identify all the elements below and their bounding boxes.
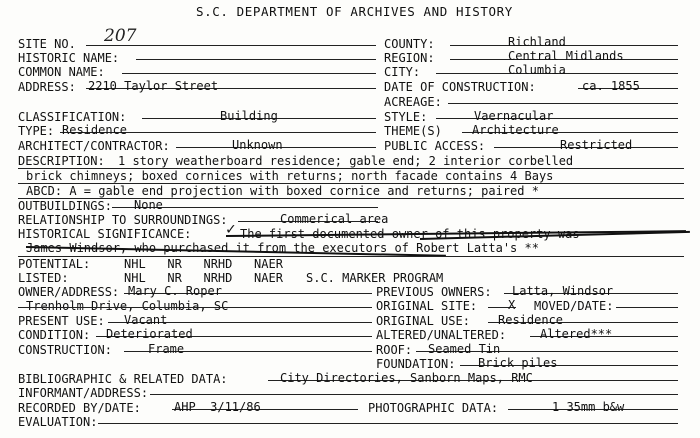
description-line1: 1 story weatherboard residence; gable end; 2 interior corbelled: [118, 154, 574, 168]
style-underline: [436, 118, 678, 119]
type-label: TYPE:: [18, 124, 55, 138]
historical-line1: The first documented owner of this property was: [240, 227, 580, 241]
original-site-value: X: [508, 298, 516, 312]
style-label: STYLE:: [384, 110, 428, 124]
recorded-by-value: AHP 3/11/86: [174, 400, 261, 414]
roof-value: Seamed Tin: [428, 342, 501, 356]
address-value: 2210 Taylor Street: [88, 79, 219, 93]
evaluation-label: EVALUATION:: [18, 415, 98, 429]
moved-date-label: MOVED/DATE:: [534, 299, 614, 313]
moved-date-underline: [616, 307, 678, 308]
original-use-label: ORIGINAL USE:: [376, 314, 470, 328]
condition-value: Deteriorated: [106, 327, 193, 341]
style-value: Vaernacular: [474, 109, 554, 123]
description-underline-3: [18, 198, 684, 199]
foundation-label: FOUNDATION:: [376, 357, 456, 371]
region-label: REGION:: [384, 51, 435, 65]
present-use-label: PRESENT USE:: [18, 314, 105, 328]
historical-underline: [18, 256, 684, 257]
acreage-underline: [448, 103, 678, 104]
site-no-handwritten: 207: [104, 26, 137, 46]
theme-label: THEME(S): [384, 124, 442, 138]
altered-label: ALTERED/UNALTERED:: [376, 328, 507, 342]
classification-value: Building: [220, 109, 278, 123]
classification-label: CLASSIFICATION:: [18, 110, 127, 124]
bibliographic-label: BIBLIOGRAPHIC & RELATED DATA:: [18, 372, 228, 386]
type-value: Residence: [62, 123, 128, 137]
informant-label: INFORMANT/ADDRESS:: [18, 386, 149, 400]
original-site-label: ORIGINAL SITE:: [376, 299, 478, 313]
owner-address-underline: [18, 307, 372, 308]
form-title: S.C. DEPARTMENT OF ARCHIVES AND HISTORY: [196, 4, 513, 19]
listed-options: NHL NR NRHD NAER: [124, 271, 283, 285]
site-no-label: SITE NO.: [18, 37, 76, 51]
historic-name-underline: [136, 59, 376, 60]
check-mark-icon: ✓: [226, 219, 236, 238]
historic-name-label: HISTORIC NAME:: [18, 51, 120, 65]
common-name-label: COMMON NAME:: [18, 65, 105, 79]
relationship-value: Commerical area: [280, 212, 389, 226]
outbuildings-label: OUTBUILDINGS:: [18, 199, 112, 213]
informant-underline: [150, 394, 678, 395]
description-line2: brick chimneys; boxed cornices with returns; north facade contains 4 Bays: [26, 169, 554, 183]
county-label: COUNTY:: [384, 37, 435, 51]
outbuildings-value: None: [134, 198, 163, 212]
listed-label: LISTED:: [18, 271, 69, 285]
altered-value: Altered***: [540, 327, 613, 341]
public-access-value: Restricted: [560, 138, 633, 152]
owner-label: OWNER/ADDRESS:: [18, 285, 120, 299]
public-access-label: PUBLIC ACCESS:: [384, 139, 486, 153]
date-label: DATE OF CONSTRUCTION:: [384, 80, 536, 94]
date-value: ca. 1855: [582, 79, 640, 93]
evaluation-underline: [98, 423, 678, 424]
historical-line2: James Windsor, who purchased it from the executors of Robert Latta's **: [26, 241, 539, 255]
construction-label: CONSTRUCTION:: [18, 343, 112, 357]
description-line3: ABCD: A = gable end projection with boxed cornice and returns; paired *: [26, 184, 539, 198]
bibliographic-value: City Directories, Sanborn Maps, RMC: [280, 371, 533, 385]
city-value: Columbia: [508, 63, 566, 77]
original-use-value: Residence: [498, 313, 564, 327]
acreage-label: ACREAGE:: [384, 95, 442, 109]
relationship-label: RELATIONSHIP TO SURROUNDINGS:: [18, 213, 228, 227]
potential-label: POTENTIAL:: [18, 257, 91, 271]
city-label: CITY:: [384, 65, 421, 79]
previous-owners-label: PREVIOUS OWNERS:: [376, 285, 492, 299]
recorded-by-label: RECORDED BY/DATE:: [18, 401, 141, 415]
historical-significance-label: HISTORICAL SIGNIFICANCE:: [18, 227, 192, 241]
marker-program: S.C. MARKER PROGRAM: [306, 271, 444, 285]
address-label: ADDRESS:: [18, 80, 76, 94]
roof-label: ROOF:: [376, 343, 413, 357]
architect-label: ARCHITECT/CONTRACTOR:: [18, 139, 170, 153]
region-value: Central Midlands: [508, 49, 624, 63]
potential-options: NHL NR NRHD NAER: [124, 257, 283, 271]
description-label: DESCRIPTION:: [18, 154, 105, 168]
architect-value: Unknown: [232, 138, 283, 152]
previous-owners-value: Latta, Windsor: [512, 284, 614, 298]
county-value: Richland: [508, 35, 566, 49]
foundation-value: Brick piles: [478, 356, 558, 370]
condition-label: CONDITION:: [18, 328, 91, 342]
common-name-underline: [122, 73, 376, 74]
owner-address: Trenholm Drive, Columbia, SC: [26, 299, 229, 313]
theme-value: Architecture: [472, 123, 559, 137]
owner-value: Mary C. Roper: [128, 284, 222, 298]
photographic-label: PHOTOGRAPHIC DATA:: [368, 401, 499, 415]
construction-value: Frame: [148, 342, 185, 356]
present-use-value: Vacant: [124, 313, 168, 327]
photographic-value: 1 35mm b&w: [552, 400, 625, 414]
